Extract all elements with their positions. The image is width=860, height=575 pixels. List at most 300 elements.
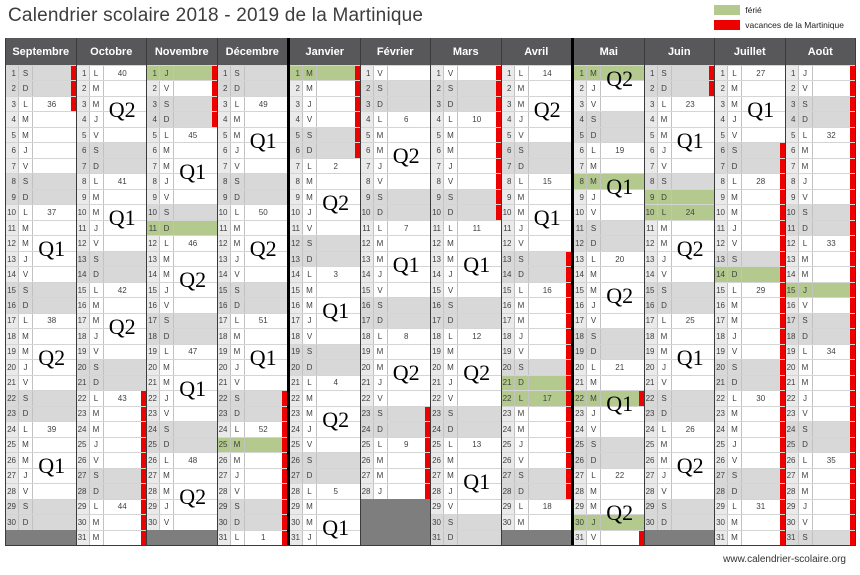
day-number: 15 [361, 283, 374, 297]
day-row [147, 251, 217, 266]
day-row [431, 96, 501, 111]
day-number: 16 [290, 298, 303, 312]
day-number: 17 [645, 314, 658, 328]
day-number: 6 [574, 143, 587, 157]
day-number: 15 [77, 283, 90, 297]
week-number [33, 267, 71, 281]
day-letter: J [515, 112, 529, 126]
month-days-grid [786, 65, 856, 545]
day-number: 23 [502, 407, 515, 421]
day-row [147, 189, 217, 204]
day-letter: L [515, 391, 529, 405]
day-row [6, 359, 76, 374]
day-letter: D [19, 515, 33, 529]
month-column-mars [430, 38, 501, 545]
day-number: 5 [574, 128, 587, 142]
day-number: 5 [645, 128, 658, 142]
week-number [529, 360, 567, 374]
week-number [174, 174, 212, 188]
week-number [317, 252, 355, 266]
day-number: 16 [77, 298, 90, 312]
week-number: 44 [104, 500, 142, 514]
day-letter: M [90, 205, 104, 219]
day-row [502, 313, 572, 328]
day-number: 12 [645, 236, 658, 250]
week-number [672, 484, 710, 498]
month-days-grid [147, 65, 217, 545]
day-row [77, 282, 147, 297]
day-number: 6 [645, 143, 658, 157]
week-number [174, 97, 212, 111]
day-row [502, 483, 572, 498]
day-number: 23 [786, 407, 799, 421]
day-letter: M [231, 236, 245, 250]
week-number [388, 236, 426, 250]
week-number [104, 438, 142, 452]
day-number: 4 [786, 112, 799, 126]
day-number: 18 [502, 329, 515, 343]
week-number [601, 81, 639, 95]
week-number [245, 345, 283, 359]
day-number: 31 [77, 531, 90, 545]
week-number [245, 407, 283, 421]
day-row [715, 235, 785, 250]
day-number: 25 [431, 438, 444, 452]
day-letter: J [799, 391, 813, 405]
day-letter: D [728, 376, 742, 390]
week-number [813, 267, 851, 281]
day-row [431, 235, 501, 250]
day-letter: L [90, 391, 104, 405]
day-row [77, 189, 147, 204]
moon-quarter-annotation: Q2 [463, 360, 491, 386]
day-number: 20 [290, 360, 303, 374]
day-letter: L [799, 453, 813, 467]
day-number: 17 [77, 314, 90, 328]
vacation-strip [850, 345, 855, 359]
day-row [431, 173, 501, 188]
day-row [290, 65, 360, 80]
week-number: 5 [317, 484, 355, 498]
day-number: 10 [574, 205, 587, 219]
day-letter: L [444, 329, 458, 343]
day-number: 19 [786, 345, 799, 359]
week-number [742, 236, 780, 250]
day-row [786, 204, 856, 219]
day-number: 15 [502, 283, 515, 297]
day-letter: M [160, 484, 174, 498]
week-number [813, 221, 851, 235]
day-number [361, 500, 374, 514]
day-row [574, 158, 644, 173]
day-number: 12 [361, 236, 374, 250]
day-number [361, 531, 374, 545]
day-row [431, 514, 501, 529]
day-row [786, 499, 856, 514]
day-number: 27 [218, 469, 231, 483]
day-letter: J [303, 314, 317, 328]
day-letter: M [303, 190, 317, 204]
day-row [218, 204, 288, 219]
week-number [529, 484, 567, 498]
day-row [645, 189, 715, 204]
week-number [174, 531, 212, 545]
day-number: 18 [574, 329, 587, 343]
day-row [290, 80, 360, 95]
week-number [388, 205, 426, 219]
week-number [33, 391, 71, 405]
day-row [574, 530, 644, 545]
day-letter: L [799, 128, 813, 142]
filler-row [361, 499, 431, 514]
day-letter: D [160, 221, 174, 235]
day-number: 23 [6, 407, 19, 421]
day-letter: V [160, 81, 174, 95]
day-row [574, 297, 644, 312]
day-number: 28 [715, 484, 728, 498]
vacation-strip [850, 236, 855, 250]
day-number: 8 [77, 174, 90, 188]
day-row [77, 344, 147, 359]
day-number: 14 [77, 267, 90, 281]
day-letter: S [587, 438, 601, 452]
day-letter: L [374, 329, 388, 343]
day-letter: M [444, 360, 458, 374]
week-number [742, 453, 780, 467]
day-letter: J [799, 500, 813, 514]
week-number [174, 376, 212, 390]
day-row [361, 251, 431, 266]
day-row [147, 266, 217, 281]
day-row [77, 390, 147, 405]
day-number: 26 [786, 453, 799, 467]
day-letter: L [303, 267, 317, 281]
day-row [290, 220, 360, 235]
week-number [601, 453, 639, 467]
day-letter: L [231, 531, 245, 545]
day-number: 28 [431, 484, 444, 498]
legend-label-vacances: vacances de la Martinique [745, 19, 844, 30]
day-row [77, 328, 147, 343]
week-number: 30 [742, 391, 780, 405]
day-letter: S [231, 500, 245, 514]
day-letter: J [799, 283, 813, 297]
month-column-août [785, 38, 856, 545]
day-row [431, 421, 501, 436]
week-number [529, 376, 567, 390]
day-row [502, 468, 572, 483]
vacation-strip [850, 267, 855, 281]
day-number: 15 [574, 283, 587, 297]
week-number [813, 531, 851, 545]
week-number [174, 469, 212, 483]
day-letter: L [658, 97, 672, 111]
day-letter: M [587, 267, 601, 281]
day-row [147, 421, 217, 436]
day-row [431, 111, 501, 126]
week-number [458, 97, 496, 111]
day-letter: S [515, 469, 529, 483]
day-row [502, 421, 572, 436]
week-number: 9 [388, 438, 426, 452]
day-number: 24 [715, 422, 728, 436]
day-number: 31 [218, 531, 231, 545]
week-number [245, 438, 283, 452]
moon-quarter-annotation: Q2 [606, 66, 634, 91]
day-row [6, 266, 76, 281]
day-number: 6 [147, 143, 160, 157]
day-number: 14 [574, 267, 587, 281]
day-letter: L [231, 314, 245, 328]
day-letter: J [303, 205, 317, 219]
day-row [361, 282, 431, 297]
moon-quarter-annotation: Q1 [463, 468, 491, 494]
day-number: 8 [786, 174, 799, 188]
day-letter: S [799, 422, 813, 436]
day-number: 19 [147, 345, 160, 359]
day-letter: J [444, 376, 458, 390]
day-letter: L [799, 345, 813, 359]
week-number [672, 81, 710, 95]
month-header: Octobre [77, 38, 147, 65]
day-number: 22 [715, 391, 728, 405]
day-letter: S [19, 283, 33, 297]
week-number: 41 [104, 174, 142, 188]
day-letter [160, 531, 174, 545]
day-number: 10 [502, 205, 515, 219]
day-row [361, 468, 431, 483]
day-letter: M [231, 221, 245, 235]
day-letter: J [587, 515, 601, 529]
week-number [388, 391, 426, 405]
vacation-strip [850, 407, 855, 421]
day-row [574, 437, 644, 452]
day-number: 18 [218, 329, 231, 343]
week-number [742, 515, 780, 529]
week-number [601, 329, 639, 343]
day-number: 20 [218, 360, 231, 374]
day-row [6, 328, 76, 343]
day-row [502, 96, 572, 111]
day-row [77, 297, 147, 312]
day-number: 4 [715, 112, 728, 126]
day-letter: M [658, 438, 672, 452]
week-number: 39 [33, 422, 71, 436]
day-letter: M [374, 469, 388, 483]
day-letter: J [515, 329, 529, 343]
day-number: 24 [645, 422, 658, 436]
day-letter: M [444, 236, 458, 250]
day-number: 30 [290, 515, 303, 529]
week-number [672, 128, 710, 142]
day-letter: L [303, 484, 317, 498]
day-number: 21 [574, 376, 587, 390]
day-row [6, 220, 76, 235]
filler-row [361, 514, 431, 529]
moon-quarter-annotation: Q1 [392, 251, 420, 277]
day-row [574, 421, 644, 436]
day-letter: L [374, 438, 388, 452]
day-row [290, 96, 360, 111]
week-number [813, 438, 851, 452]
week-number [529, 515, 567, 529]
day-letter [374, 500, 388, 514]
day-row [715, 375, 785, 390]
week-number: 40 [104, 66, 142, 80]
day-row [361, 313, 431, 328]
week-number [317, 422, 355, 436]
moon-quarter-annotation: Q2 [179, 484, 207, 510]
day-number: 2 [290, 81, 303, 95]
day-number: 8 [502, 174, 515, 188]
day-number: 26 [645, 453, 658, 467]
week-number [742, 438, 780, 452]
day-letter: S [303, 345, 317, 359]
week-number [813, 407, 851, 421]
day-letter: J [160, 500, 174, 514]
day-row [431, 127, 501, 142]
day-letter: S [799, 314, 813, 328]
day-number: 8 [6, 174, 19, 188]
day-letter: J [658, 360, 672, 374]
site-link[interactable]: www.calendrier-scolaire.org [723, 554, 846, 565]
vacation-strip [850, 314, 855, 328]
day-letter: S [303, 453, 317, 467]
filler-row [502, 530, 572, 545]
week-number [104, 190, 142, 204]
week-number [104, 81, 142, 95]
day-number: 7 [361, 159, 374, 173]
day-row [715, 173, 785, 188]
week-number [317, 531, 355, 545]
day-row [6, 437, 76, 452]
day-letter: V [160, 515, 174, 529]
day-number: 27 [77, 469, 90, 483]
week-number [601, 500, 639, 514]
day-letter: D [19, 298, 33, 312]
week-number [742, 112, 780, 126]
week-number [388, 283, 426, 297]
day-number: 10 [431, 205, 444, 219]
day-number: 14 [715, 267, 728, 281]
day-letter: L [515, 174, 529, 188]
day-number: 17 [431, 314, 444, 328]
moon-quarter-annotation: Q1 [463, 251, 491, 277]
day-row [147, 483, 217, 498]
week-number [601, 484, 639, 498]
week-number: 24 [672, 205, 710, 219]
day-letter: L [728, 66, 742, 80]
day-letter: M [374, 236, 388, 250]
day-number: 5 [431, 128, 444, 142]
week-number [245, 329, 283, 343]
week-number: 32 [813, 128, 851, 142]
week-number [672, 329, 710, 343]
day-row [431, 313, 501, 328]
moon-quarter-annotation: Q1 [249, 344, 277, 370]
day-number: 1 [645, 66, 658, 80]
week-number [174, 112, 212, 126]
day-row [502, 514, 572, 529]
week-number: 50 [245, 205, 283, 219]
day-number: 22 [502, 391, 515, 405]
week-number [601, 438, 639, 452]
day-number: 12 [147, 236, 160, 250]
day-number: 1 [77, 66, 90, 80]
week-number [458, 236, 496, 250]
day-number: 12 [290, 236, 303, 250]
day-letter: M [90, 531, 104, 545]
day-row [290, 173, 360, 188]
day-letter: M [728, 190, 742, 204]
day-number: 13 [361, 252, 374, 266]
day-letter: M [799, 143, 813, 157]
day-letter: L [90, 174, 104, 188]
day-letter: J [90, 329, 104, 343]
day-letter: M [19, 221, 33, 235]
week-number [33, 531, 71, 545]
vacation-strip [850, 391, 855, 405]
week-number [529, 453, 567, 467]
day-row [361, 204, 431, 219]
day-row [574, 483, 644, 498]
week-number [529, 438, 567, 452]
day-row [290, 235, 360, 250]
day-row [6, 452, 76, 467]
day-row [77, 111, 147, 126]
day-row [77, 127, 147, 142]
day-number: 13 [715, 252, 728, 266]
day-row [218, 111, 288, 126]
day-row [645, 266, 715, 281]
week-number [388, 453, 426, 467]
day-letter: S [19, 391, 33, 405]
day-row [786, 251, 856, 266]
day-row [786, 514, 856, 529]
week-number [317, 515, 355, 529]
day-number: 23 [77, 407, 90, 421]
day-number: 4 [147, 112, 160, 126]
week-number [813, 81, 851, 95]
week-number [672, 174, 710, 188]
week-number [174, 252, 212, 266]
day-number: 5 [502, 128, 515, 142]
day-number: 3 [6, 97, 19, 111]
week-number [104, 531, 142, 545]
week-number [245, 267, 283, 281]
day-row [574, 499, 644, 514]
day-number: 9 [645, 190, 658, 204]
day-row [6, 158, 76, 173]
day-number: 19 [290, 345, 303, 359]
week-number [601, 391, 639, 405]
week-number [813, 391, 851, 405]
day-number: 29 [786, 500, 799, 514]
day-number: 4 [6, 112, 19, 126]
day-letter: M [658, 453, 672, 467]
week-number [742, 469, 780, 483]
month-days-grid [290, 65, 360, 545]
day-letter: S [444, 515, 458, 529]
week-number [813, 314, 851, 328]
week-number [388, 174, 426, 188]
day-row [6, 499, 76, 514]
vacation-strip [850, 128, 855, 142]
day-number: 11 [502, 221, 515, 235]
day-row [77, 235, 147, 250]
day-row [361, 483, 431, 498]
day-number: 11 [574, 221, 587, 235]
